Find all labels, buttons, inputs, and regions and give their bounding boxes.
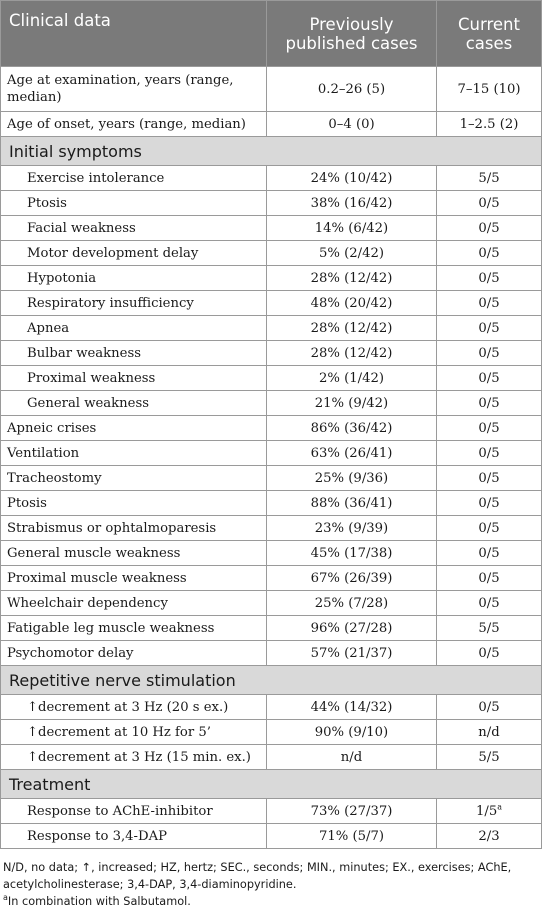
row-label: Bulbar weakness [1, 341, 267, 366]
footnote-reference: a [497, 802, 502, 812]
section-header-row [1, 137, 542, 166]
table-row [1, 216, 542, 241]
row-label: Tracheostomy [1, 466, 267, 491]
current-cases-text: 0/5 [478, 245, 500, 261]
row-label: Apneic crises [1, 416, 267, 441]
current-cases-value [437, 316, 542, 341]
current-cases-text: 1/5 [475, 803, 498, 819]
current-cases-text: 0/5 [478, 699, 500, 715]
previous-cases-value: 71% (5/7) [267, 824, 437, 849]
table-row [1, 695, 542, 720]
row-label: Exercise intolerance [1, 166, 267, 191]
current-cases-text: 0/5 [478, 470, 500, 486]
current-cases-value [437, 341, 542, 366]
current-cases-text: 0/5 [478, 220, 500, 236]
current-cases-text: 0/5 [478, 395, 500, 411]
table-row [1, 166, 542, 191]
table-row [1, 266, 542, 291]
previous-cases-value: 14% (6/42) [267, 216, 437, 241]
previous-cases-value: 88% (36/41) [267, 491, 437, 516]
current-cases-text: 5/5 [478, 620, 500, 636]
table-row [1, 112, 542, 137]
current-cases-text: 2/3 [478, 828, 500, 844]
section-label: Initial symptoms [1, 137, 542, 166]
previous-cases-value: 23% (9/39) [267, 516, 437, 541]
row-label: Response to 3,4-DAP [1, 824, 267, 849]
table-row [1, 416, 542, 441]
previous-cases-value: n/d [267, 745, 437, 770]
current-cases-value [437, 466, 542, 491]
row-label: Age at examination, years (range, median) [1, 67, 267, 112]
row-label: General muscle weakness [1, 541, 267, 566]
table-footnotes [3, 859, 541, 910]
previous-cases-value: 38% (16/42) [267, 191, 437, 216]
current-cases-value [437, 112, 542, 137]
current-cases-text: 0/5 [478, 570, 500, 586]
row-label: Strabismus or ophtalmoparesis [1, 516, 267, 541]
previous-cases-value: 86% (36/42) [267, 416, 437, 441]
footnote-abbreviations: N/D, no data; ↑, increased; HZ, hertz; SEC., seconds; MIN., minutes; EX., exercises; AChE, acetylcholinesterase; 3,4-DAP, 3,4-diaminopyridine. [3, 861, 512, 891]
row-label: Ventilation [1, 441, 267, 466]
row-label: Apnea [1, 316, 267, 341]
current-cases-value [437, 616, 542, 641]
previous-cases-value: 0–4 (0) [267, 112, 437, 137]
previous-cases-value: 0.2–26 (5) [267, 67, 437, 112]
header-current-cases: Current cases [437, 1, 542, 67]
previous-cases-value: 28% (12/42) [267, 266, 437, 291]
current-cases-text: 0/5 [478, 345, 500, 361]
row-label: ↑decrement at 3 Hz (20 s ex.) [1, 695, 267, 720]
table-row [1, 745, 542, 770]
current-cases-value [437, 191, 542, 216]
row-label: Response to AChE-inhibitor [1, 799, 267, 824]
current-cases-value [437, 166, 542, 191]
current-cases-value [437, 824, 542, 849]
current-cases-text: 0/5 [478, 545, 500, 561]
table-row [1, 67, 542, 112]
current-cases-text: 0/5 [478, 270, 500, 286]
previous-cases-value: 67% (26/39) [267, 566, 437, 591]
header-clinical-data: Clinical data [1, 1, 267, 67]
current-cases-text: 0/5 [478, 645, 500, 661]
table-row [1, 491, 542, 516]
current-cases-value [437, 241, 542, 266]
table-row [1, 191, 542, 216]
section-header-row [1, 770, 542, 799]
row-label: Age of onset, years (range, median) [1, 112, 267, 137]
current-cases-text: 0/5 [478, 195, 500, 211]
table-row [1, 799, 542, 824]
current-cases-value [437, 720, 542, 745]
current-cases-value [437, 641, 542, 666]
table-row [1, 341, 542, 366]
table-row [1, 641, 542, 666]
table-row [1, 366, 542, 391]
footnote-a [3, 893, 541, 910]
row-label: General weakness [1, 391, 267, 416]
row-label: Proximal weakness [1, 366, 267, 391]
previous-cases-value: 28% (12/42) [267, 341, 437, 366]
current-cases-text: 1–2.5 (2) [459, 116, 519, 132]
table-row [1, 391, 542, 416]
previous-cases-value: 21% (9/42) [267, 391, 437, 416]
current-cases-text: 0/5 [478, 370, 500, 386]
current-cases-value [437, 216, 542, 241]
current-cases-value [437, 541, 542, 566]
previous-cases-value: 90% (9/10) [267, 720, 437, 745]
table-row [1, 566, 542, 591]
row-label: Proximal muscle weakness [1, 566, 267, 591]
row-label: Motor development delay [1, 241, 267, 266]
previous-cases-value: 2% (1/42) [267, 366, 437, 391]
current-cases-text: 5/5 [478, 749, 500, 765]
current-cases-value [437, 591, 542, 616]
current-cases-text: 5/5 [478, 170, 500, 186]
current-cases-value [437, 695, 542, 720]
previous-cases-value: 73% (27/37) [267, 799, 437, 824]
table-row [1, 616, 542, 641]
previous-cases-value: 44% (14/32) [267, 695, 437, 720]
row-label: Psychomotor delay [1, 641, 267, 666]
section-label: Repetitive nerve stimulation [1, 666, 542, 695]
row-label: Ptosis [1, 491, 267, 516]
footnote-text: In combination with Salbutamol. [7, 895, 191, 908]
table-row [1, 466, 542, 491]
previous-cases-value: 25% (7/28) [267, 591, 437, 616]
table-header-row [1, 1, 542, 67]
row-label: Respiratory insufficiency [1, 291, 267, 316]
current-cases-text: n/d [478, 724, 500, 740]
table-body [1, 67, 542, 849]
table-row [1, 291, 542, 316]
table-row [1, 516, 542, 541]
current-cases-value [437, 67, 542, 112]
table-row [1, 541, 542, 566]
current-cases-value [437, 441, 542, 466]
table-row [1, 720, 542, 745]
current-cases-value [437, 745, 542, 770]
current-cases-value [437, 416, 542, 441]
footnote-marker: a [3, 893, 8, 903]
previous-cases-value: 25% (9/36) [267, 466, 437, 491]
row-label: Hypotonia [1, 266, 267, 291]
row-label: Fatigable leg muscle weakness [1, 616, 267, 641]
current-cases-value [437, 566, 542, 591]
current-cases-value [437, 266, 542, 291]
current-cases-value [437, 799, 542, 824]
current-cases-text: 0/5 [478, 320, 500, 336]
current-cases-text: 0/5 [478, 520, 500, 536]
current-cases-text: 0/5 [478, 295, 500, 311]
previous-cases-value: 48% (20/42) [267, 291, 437, 316]
current-cases-value [437, 391, 542, 416]
row-label: Wheelchair dependency [1, 591, 267, 616]
previous-cases-value: 24% (10/42) [267, 166, 437, 191]
section-label: Treatment [1, 770, 542, 799]
table-row [1, 316, 542, 341]
current-cases-text: 0/5 [478, 595, 500, 611]
section-header-row [1, 666, 542, 695]
current-cases-value [437, 516, 542, 541]
previous-cases-value: 28% (12/42) [267, 316, 437, 341]
previous-cases-value: 96% (27/28) [267, 616, 437, 641]
table-row [1, 824, 542, 849]
row-label: Ptosis [1, 191, 267, 216]
row-label: ↑decrement at 10 Hz for 5’ [1, 720, 267, 745]
table-row [1, 441, 542, 466]
current-cases-text: 0/5 [478, 445, 500, 461]
current-cases-text: 7–15 (10) [457, 81, 521, 97]
table-row [1, 591, 542, 616]
previous-cases-value: 63% (26/41) [267, 441, 437, 466]
previous-cases-value: 5% (2/42) [267, 241, 437, 266]
current-cases-value [437, 291, 542, 316]
current-cases-text: 0/5 [478, 495, 500, 511]
header-previously-published-cases: Previously published cases [267, 1, 437, 67]
row-label: ↑decrement at 3 Hz (15 min. ex.) [1, 745, 267, 770]
current-cases-value [437, 491, 542, 516]
current-cases-text: 0/5 [478, 420, 500, 436]
previous-cases-value: 57% (21/37) [267, 641, 437, 666]
current-cases-value [437, 366, 542, 391]
table-row [1, 241, 542, 266]
previous-cases-value: 45% (17/38) [267, 541, 437, 566]
row-label: Facial weakness [1, 216, 267, 241]
